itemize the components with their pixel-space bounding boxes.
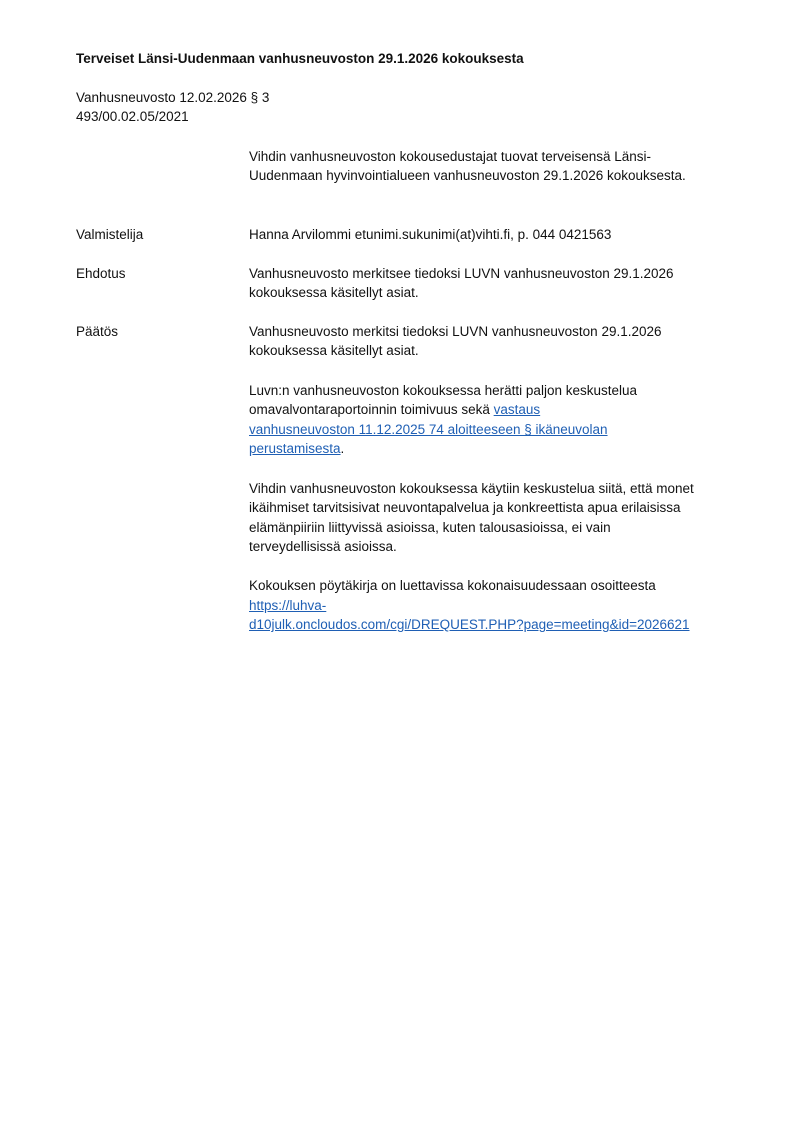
response-link[interactable]: vastaus xyxy=(493,402,541,417)
decision-paragraph xyxy=(249,401,540,419)
decision-text: kokouksessa käsitellyt asiat. xyxy=(249,343,419,358)
decision-paragraph: Luvn:n vanhusneuvoston kokouksessa herätti paljon keskustelua xyxy=(249,383,637,398)
minutes-link[interactable]: d10julk.oncloudos.com/cgi/DREQUEST.PHP?page=meeting&id=2026621 xyxy=(249,617,690,632)
decision-paragraph xyxy=(249,440,344,458)
intro-text: Vihdin vanhusneuvoston kokousedustajat tuovat terveisensä Länsi- xyxy=(249,149,652,164)
discussion-text: elämänpiiriin liittyvissä asioissa, kuten talousasioissa, ei vain xyxy=(249,520,611,535)
minutes-url xyxy=(249,597,326,615)
period: . xyxy=(340,441,345,456)
minutes-text: Kokouksen pöytäkirja on luettavissa kokonaisuudessaan osoitteesta xyxy=(249,578,656,593)
minutes-url xyxy=(249,616,690,634)
minutes-link[interactable]: https://luhva- xyxy=(249,598,327,613)
discussion-text: Vihdin vanhusneuvoston kokouksessa käytiin keskustelua siitä, että monet xyxy=(249,481,694,496)
intro-text: Uudenmaan hyvinvointialueen vanhusneuvoston 29.1.2026 kokouksesta. xyxy=(249,168,686,183)
preparer-value: Hanna Arvilommi etunimi.sukunimi(at)vihti.fi, p. 044 0421563 xyxy=(249,227,612,242)
paragraph-text: omavalvontaraportoinnin toimivuus sekä xyxy=(249,402,494,417)
document-title: Terveiset Länsi-Uudenmaan vanhusneuvoston 29.1.2026 kokouksesta xyxy=(76,51,524,66)
response-link[interactable]: vanhusneuvoston 11.12.2025 74 aloitteeseen § ikäneuvolan xyxy=(249,422,608,437)
decision-label: Päätös xyxy=(76,324,119,339)
discussion-text: ikäihmiset tarvitsisivat neuvontapalvelua ja konkreettista apua erilaisissa xyxy=(249,500,681,515)
decision-paragraph xyxy=(249,421,608,439)
proposal-label: Ehdotus xyxy=(76,266,126,281)
meeting-reference: Vanhusneuvosto 12.02.2026 § 3 xyxy=(76,90,270,105)
preparer-label: Valmistelija xyxy=(76,227,144,242)
discussion-text: terveydellisissä asioissa. xyxy=(249,539,397,554)
case-number: 493/00.02.05/2021 xyxy=(76,109,189,124)
response-link[interactable]: perustamisesta xyxy=(249,441,341,456)
proposal-text: kokouksessa käsitellyt asiat. xyxy=(249,285,419,300)
decision-text: Vanhusneuvosto merkitsi tiedoksi LUVN vanhusneuvoston 29.1.2026 xyxy=(249,324,662,339)
proposal-text: Vanhusneuvosto merkitsee tiedoksi LUVN vanhusneuvoston 29.1.2026 xyxy=(249,266,674,281)
